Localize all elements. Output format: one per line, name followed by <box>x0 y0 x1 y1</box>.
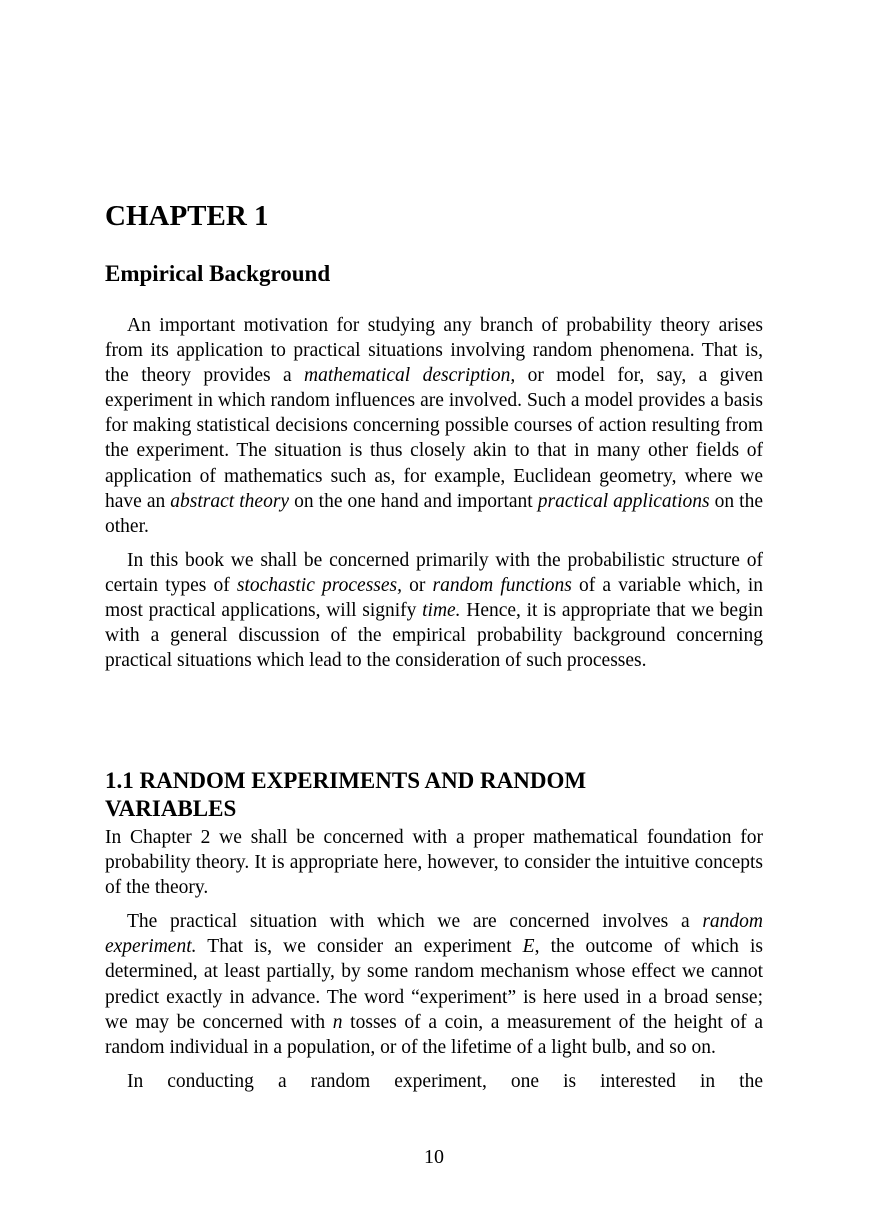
italic-run: n <box>332 1011 343 1033</box>
italic-run: stochastic processes, <box>236 574 402 596</box>
section-heading: 1.1 RANDOM EXPERIMENTS AND RANDOM VARIABLES <box>105 768 587 821</box>
intro-paragraph-1: An important motivation for studying any branch of probability theory arises from its application to practical situations involving random phenomena. That is, the theory provides a mathematical description, or model for, say, a given experiment in which random influences are involved. Such a model provides a basis for making statistical decisions concerning possible courses of action resulting from the experiment. The situation is thus closely akin to that in many other fields of application of mathematics such as, for example, Euclidean geometry, where we have an abstract theory on the one hand and important practical applications on the other. <box>105 315 764 537</box>
section-paragraph-3: In conducting a random experiment, one is interested in the <box>127 1070 763 1092</box>
intro-paragraph-2: In this book we shall be concerned primarily with the probabilistic structure of certain types of stochastic processes, or random functions of a variable which, in most practical applications, will signify time. Hence, it is appropriate that we begin with a general discussion of the empirical probability background concerning practical situations which lead to the consideration of such processes. <box>105 549 764 672</box>
italic-run: practical applications <box>537 490 710 512</box>
page-number: 10 <box>424 1146 444 1168</box>
intro-text <box>105 313 763 682</box>
section-paragraph-1: In Chapter 2 we shall be concerned with a proper mathematical foundation for probability theory. It is appropriate here, however, to consider the intuitive concepts of the theory. <box>105 827 763 899</box>
italic-run: E <box>522 936 535 958</box>
italic-run: mathematical description, <box>304 365 516 387</box>
italic-run: random functions <box>432 574 572 596</box>
section-paragraph-2: The practical situation with which we are concerned involves a random experiment. That is, we consider an experiment E, the outcome of which is determined, at least partially, by some random mechanism whose effect we cannot predict exactly in advance. The word “experiment” is here used in a broad sense; we may be concerned with n tosses of a coin, a measurement of the height of a random individual in a population, or of the lifetime of a light bulb, and so on. <box>105 911 764 1058</box>
italic-run: random experiment. <box>105 911 763 958</box>
chapter-title: Empirical Background <box>105 261 331 286</box>
section-text <box>105 825 763 1103</box>
chapter-label: CHAPTER 1 <box>105 200 269 232</box>
italic-run: time. <box>422 600 461 622</box>
italic-run: abstract theory <box>170 490 290 512</box>
